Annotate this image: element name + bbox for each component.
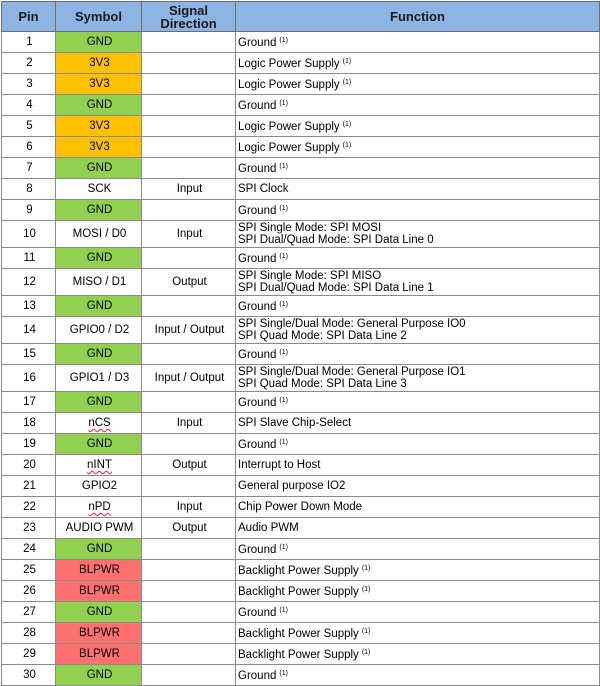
footnote-marker: (1) xyxy=(361,586,371,593)
function-line xyxy=(238,77,599,91)
function-line xyxy=(238,183,599,195)
footnote-marker: (1) xyxy=(361,565,371,572)
function-text: SPI Slave Chip-Select xyxy=(238,417,352,429)
function-text: SPI Single/Dual Mode: General Purpose IO1 xyxy=(238,366,466,378)
function-text: Ground xyxy=(238,253,277,265)
function-text: Ground xyxy=(238,670,277,682)
pin-number: 17 xyxy=(2,392,56,413)
function-line xyxy=(238,542,599,556)
function-line xyxy=(238,437,599,451)
pin-number: 23 xyxy=(2,518,56,539)
signal-direction: Output xyxy=(142,518,236,539)
pin-function xyxy=(236,602,600,623)
footnote-marker: (1) xyxy=(342,121,352,128)
pin-function xyxy=(236,179,600,200)
pin-symbol xyxy=(56,74,142,95)
pin-symbol-label: BLPWR xyxy=(79,627,120,639)
pin-symbol xyxy=(56,158,142,179)
pin-number: 21 xyxy=(2,476,56,497)
pin-symbol-label: GND xyxy=(86,252,113,264)
function-line xyxy=(238,459,599,471)
table-row xyxy=(2,539,600,560)
pin-number: 1 xyxy=(2,32,56,53)
pin-symbol xyxy=(56,296,142,317)
pin-table xyxy=(1,1,600,686)
signal-direction: Output xyxy=(142,269,236,296)
pin-symbol-label: GND xyxy=(86,438,113,450)
pin-symbol-label: GND xyxy=(86,606,113,618)
table-row xyxy=(2,413,600,434)
table-row xyxy=(2,74,600,95)
function-line xyxy=(238,161,599,175)
pin-function xyxy=(236,455,600,476)
signal-direction: Output xyxy=(142,455,236,476)
function-line xyxy=(238,480,599,492)
pin-function xyxy=(236,74,600,95)
function-text: SPI Quad Mode: SPI Data Line 2 xyxy=(238,330,407,342)
function-line xyxy=(238,270,599,282)
function-line xyxy=(238,647,599,661)
function-text: SPI Dual/Quad Mode: SPI Data Line 0 xyxy=(238,234,434,246)
function-text: SPI Quad Mode: SPI Data Line 3 xyxy=(238,378,407,390)
function-text: SPI Clock xyxy=(238,183,289,195)
signal-direction: Input xyxy=(142,413,236,434)
function-line xyxy=(238,234,599,246)
pin-symbol xyxy=(56,602,142,623)
pin-number: 25 xyxy=(2,560,56,581)
pin-symbol xyxy=(56,539,142,560)
function-line xyxy=(238,347,599,361)
header-direction: Signal Direction xyxy=(142,2,236,32)
footnote-marker: (1) xyxy=(342,142,352,149)
function-line xyxy=(238,98,599,112)
signal-direction xyxy=(142,200,236,221)
pin-function xyxy=(236,116,600,137)
function-text: Ground xyxy=(238,544,277,556)
pin-function xyxy=(236,581,600,602)
pin-symbol-label: 3V3 xyxy=(89,57,110,69)
pin-function xyxy=(236,413,600,434)
function-text: Ground xyxy=(238,301,277,313)
signal-direction xyxy=(142,32,236,53)
pin-function xyxy=(236,497,600,518)
signal-direction: Input xyxy=(142,221,236,248)
table-row xyxy=(2,497,600,518)
function-text: Ground xyxy=(238,397,277,409)
function-line xyxy=(238,318,599,330)
function-line xyxy=(238,282,599,294)
pin-number: 26 xyxy=(2,581,56,602)
signal-direction xyxy=(142,392,236,413)
pin-function xyxy=(236,539,600,560)
pin-symbol xyxy=(56,269,142,296)
function-line xyxy=(238,378,599,390)
pin-number: 3 xyxy=(2,74,56,95)
footnote-marker: (1) xyxy=(279,205,288,212)
signal-direction xyxy=(142,74,236,95)
pin-number: 20 xyxy=(2,455,56,476)
pin-symbol-label: 3V3 xyxy=(89,120,110,132)
pin-symbol xyxy=(56,392,142,413)
table-row xyxy=(2,476,600,497)
table-row xyxy=(2,179,600,200)
pin-number: 9 xyxy=(2,200,56,221)
function-line xyxy=(238,251,599,265)
pin-symbol xyxy=(56,623,142,644)
pin-symbol-label: AUDIO PWM xyxy=(65,522,134,534)
function-text: SPI Single Mode: SPI MISO xyxy=(238,270,382,282)
pin-function xyxy=(236,137,600,158)
footnote-marker: (1) xyxy=(279,100,288,107)
pin-number: 29 xyxy=(2,644,56,665)
function-text: Ground xyxy=(238,205,277,217)
function-text: General purpose IO2 xyxy=(238,480,346,492)
pin-function xyxy=(236,95,600,116)
signal-direction xyxy=(142,344,236,365)
signal-direction xyxy=(142,158,236,179)
pin-symbol-label: BLPWR xyxy=(79,564,120,576)
header-function: Function xyxy=(236,2,600,32)
pin-number: 22 xyxy=(2,497,56,518)
pin-table-body xyxy=(2,32,600,686)
table-row xyxy=(2,392,600,413)
pin-symbol xyxy=(56,32,142,53)
function-text: Backlight Power Supply xyxy=(238,565,359,577)
pin-function xyxy=(236,296,600,317)
signal-direction: Input xyxy=(142,497,236,518)
pin-symbol-label: GPIO0 / D2 xyxy=(69,324,130,336)
footnote-marker: (1) xyxy=(342,58,352,65)
pin-function xyxy=(236,665,600,686)
pin-symbol xyxy=(56,137,142,158)
signal-direction xyxy=(142,602,236,623)
signal-direction: Input xyxy=(142,179,236,200)
function-text: Ground xyxy=(238,163,277,175)
function-text: Ground xyxy=(238,439,277,451)
pin-symbol-label: SCK xyxy=(87,183,112,195)
signal-direction xyxy=(142,434,236,455)
table-row xyxy=(2,158,600,179)
pin-number: 15 xyxy=(2,344,56,365)
pin-number: 14 xyxy=(2,317,56,344)
pin-symbol-label: BLPWR xyxy=(79,648,120,660)
footnote-marker: (1) xyxy=(279,439,288,446)
pin-symbol xyxy=(56,497,142,518)
function-line xyxy=(238,330,599,342)
pin-symbol-label: MISO / D1 xyxy=(72,276,127,288)
pin-symbol-label: BLPWR xyxy=(79,585,120,597)
table-row xyxy=(2,602,600,623)
pin-symbol xyxy=(56,95,142,116)
header-row xyxy=(2,2,600,32)
function-line xyxy=(238,417,599,429)
pin-symbol xyxy=(56,434,142,455)
pin-function xyxy=(236,269,600,296)
signal-direction xyxy=(142,53,236,74)
function-line xyxy=(238,563,599,577)
signal-direction xyxy=(142,644,236,665)
pin-number: 5 xyxy=(2,116,56,137)
function-line xyxy=(238,522,599,534)
pin-number: 4 xyxy=(2,95,56,116)
pin-symbol xyxy=(56,365,142,392)
pin-function xyxy=(236,365,600,392)
pin-symbol xyxy=(56,581,142,602)
pin-function xyxy=(236,200,600,221)
signal-direction xyxy=(142,665,236,686)
function-text: Logic Power Supply xyxy=(238,79,340,91)
pin-function xyxy=(236,248,600,269)
signal-direction xyxy=(142,137,236,158)
pin-symbol-label: GND xyxy=(86,396,113,408)
table-row xyxy=(2,53,600,74)
footnote-marker: (1) xyxy=(361,628,371,635)
pin-symbol xyxy=(56,518,142,539)
pin-symbol-label: 3V3 xyxy=(89,78,110,90)
function-text: Ground xyxy=(238,100,277,112)
function-line xyxy=(238,395,599,409)
pin-symbol-label: GND xyxy=(86,543,113,555)
footnote-marker: (1) xyxy=(279,607,288,614)
pin-number: 19 xyxy=(2,434,56,455)
function-text: Logic Power Supply xyxy=(238,58,340,70)
pin-number: 2 xyxy=(2,53,56,74)
pin-number: 6 xyxy=(2,137,56,158)
pin-function xyxy=(236,560,600,581)
pin-number: 24 xyxy=(2,539,56,560)
pin-symbol xyxy=(56,560,142,581)
footnote-marker: (1) xyxy=(279,301,288,308)
pin-number: 8 xyxy=(2,179,56,200)
function-text: Backlight Power Supply xyxy=(238,586,359,598)
table-row xyxy=(2,623,600,644)
pin-symbol xyxy=(56,53,142,74)
function-line xyxy=(238,668,599,682)
pin-number: 13 xyxy=(2,296,56,317)
footnote-marker: (1) xyxy=(361,649,371,656)
pin-function xyxy=(236,221,600,248)
pin-symbol xyxy=(56,179,142,200)
pin-number: 16 xyxy=(2,365,56,392)
pin-function xyxy=(236,344,600,365)
function-line xyxy=(238,501,599,513)
signal-direction xyxy=(142,581,236,602)
signal-direction xyxy=(142,476,236,497)
function-line xyxy=(238,203,599,217)
pin-symbol xyxy=(56,248,142,269)
footnote-marker: (1) xyxy=(279,349,288,356)
function-text: Backlight Power Supply xyxy=(238,628,359,640)
pin-number: 7 xyxy=(2,158,56,179)
table-row xyxy=(2,365,600,392)
table-row xyxy=(2,344,600,365)
pin-number: 28 xyxy=(2,623,56,644)
function-text: Ground xyxy=(238,607,277,619)
function-text: Logic Power Supply xyxy=(238,142,340,154)
table-row xyxy=(2,455,600,476)
pin-symbol-label: GND xyxy=(86,36,113,48)
pin-symbol xyxy=(56,344,142,365)
table-row xyxy=(2,137,600,158)
pin-function xyxy=(236,158,600,179)
function-line xyxy=(238,366,599,378)
function-text: SPI Single Mode: SPI MOSI xyxy=(238,222,382,234)
table-row xyxy=(2,560,600,581)
pin-function xyxy=(236,53,600,74)
signal-direction xyxy=(142,296,236,317)
pin-symbol-label: nCS xyxy=(88,417,111,429)
table-row xyxy=(2,269,600,296)
pin-symbol xyxy=(56,116,142,137)
header-pin: Pin xyxy=(2,2,56,32)
pin-symbol xyxy=(56,455,142,476)
table-row xyxy=(2,644,600,665)
table-row xyxy=(2,221,600,248)
footnote-marker: (1) xyxy=(342,79,352,86)
table-row xyxy=(2,665,600,686)
function-line xyxy=(238,222,599,234)
signal-direction xyxy=(142,116,236,137)
table-row xyxy=(2,581,600,602)
pin-symbol xyxy=(56,476,142,497)
pin-symbol xyxy=(56,221,142,248)
pin-symbol-label: GND xyxy=(86,669,113,681)
pin-function xyxy=(236,32,600,53)
pin-function xyxy=(236,392,600,413)
function-text: SPI Dual/Quad Mode: SPI Data Line 1 xyxy=(238,282,434,294)
pin-symbol-label: GND xyxy=(86,99,113,111)
pin-symbol-label: GND xyxy=(86,348,113,360)
function-line xyxy=(238,605,599,619)
pin-function xyxy=(236,644,600,665)
footnote-marker: (1) xyxy=(279,397,288,404)
pin-symbol-label: GND xyxy=(86,204,113,216)
signal-direction xyxy=(142,248,236,269)
pin-function xyxy=(236,317,600,344)
table-row xyxy=(2,200,600,221)
pin-symbol-label: nPD xyxy=(88,501,111,513)
pin-number: 11 xyxy=(2,248,56,269)
pin-number: 10 xyxy=(2,221,56,248)
pin-symbol xyxy=(56,644,142,665)
pin-symbol-label: GND xyxy=(86,300,113,312)
function-text: SPI Single/Dual Mode: General Purpose IO0 xyxy=(238,318,466,330)
pin-symbol xyxy=(56,200,142,221)
pin-symbol-label: 3V3 xyxy=(89,141,110,153)
pin-symbol-label: GND xyxy=(86,162,113,174)
function-line xyxy=(238,56,599,70)
table-row xyxy=(2,248,600,269)
function-line xyxy=(238,119,599,133)
pin-symbol-label: GPIO1 / D3 xyxy=(69,372,130,384)
pin-function xyxy=(236,476,600,497)
function-text: Logic Power Supply xyxy=(238,121,340,133)
table-row xyxy=(2,32,600,53)
signal-direction xyxy=(142,560,236,581)
function-line xyxy=(238,299,599,313)
table-row xyxy=(2,317,600,344)
pin-symbol xyxy=(56,317,142,344)
function-line xyxy=(238,584,599,598)
footnote-marker: (1) xyxy=(279,163,288,170)
footnote-marker: (1) xyxy=(279,37,288,44)
function-line xyxy=(238,140,599,154)
pin-symbol xyxy=(56,665,142,686)
pin-symbol-label: MOSI / D0 xyxy=(72,228,127,240)
pin-symbol xyxy=(56,413,142,434)
table-row xyxy=(2,116,600,137)
table-row xyxy=(2,434,600,455)
signal-direction xyxy=(142,539,236,560)
pin-number: 12 xyxy=(2,269,56,296)
pin-number: 18 xyxy=(2,413,56,434)
signal-direction xyxy=(142,95,236,116)
function-text: Chip Power Down Mode xyxy=(238,501,363,513)
header-symbol: Symbol xyxy=(56,2,142,32)
table-row xyxy=(2,95,600,116)
function-text: Audio PWM xyxy=(238,522,299,534)
signal-direction: Input / Output xyxy=(142,317,236,344)
table-row xyxy=(2,518,600,539)
pin-symbol-label: GPIO2 xyxy=(81,480,118,492)
function-text: Interrupt to Host xyxy=(238,459,321,471)
function-text: Ground xyxy=(238,37,277,49)
pin-number: 30 xyxy=(2,665,56,686)
signal-direction xyxy=(142,623,236,644)
pin-function xyxy=(236,518,600,539)
signal-direction: Input / Output xyxy=(142,365,236,392)
function-line xyxy=(238,35,599,49)
function-text: Backlight Power Supply xyxy=(238,649,359,661)
footnote-marker: (1) xyxy=(279,253,288,260)
table-row xyxy=(2,296,600,317)
pin-function xyxy=(236,623,600,644)
footnote-marker: (1) xyxy=(279,670,288,677)
function-line xyxy=(238,626,599,640)
pin-function xyxy=(236,434,600,455)
pin-number: 27 xyxy=(2,602,56,623)
pin-symbol-label: nINT xyxy=(87,459,112,471)
function-text: Ground xyxy=(238,349,277,361)
footnote-marker: (1) xyxy=(279,544,288,551)
